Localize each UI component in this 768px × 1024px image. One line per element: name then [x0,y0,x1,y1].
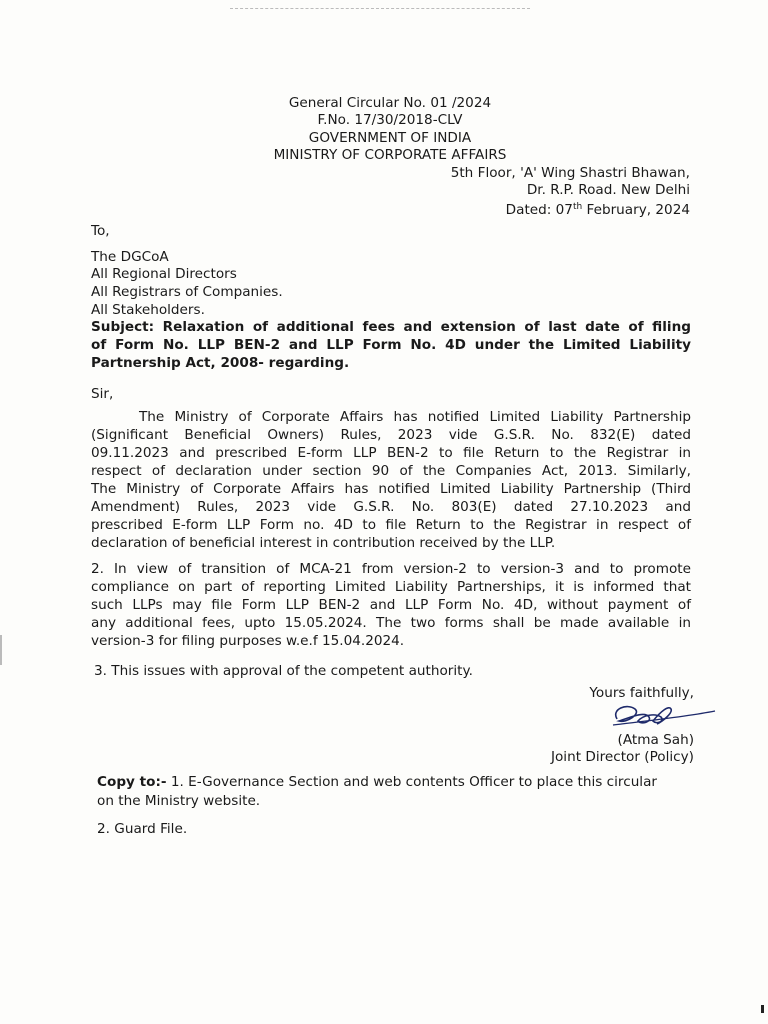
address-line-2: Dr. R.P. Road. New Delhi [526,182,690,198]
address-line-1: 5th Floor, 'A' Wing Shastri Bhawan, [450,165,690,181]
copy-to-item: 2. Guard File. [97,821,188,837]
signatory-name: (Atma Sah) [617,732,694,748]
para2-line: such LLPs may file Form LLP BEN-2 and LLP Form No. 4D, without payment of [91,597,691,613]
para2-line: version-3 for filing purposes w.e.f 15.04.2024. [91,633,405,649]
yours-faithfully: Yours faithfully, [589,685,694,701]
subject-line: Subject: Relaxation of additional fees and extension of last date of filing [91,319,691,335]
subject-line: of Form No. LLP BEN-2 and LLP Form No. 4D under the Limited Liability [91,337,691,353]
para3: 3. This issues with approval of the competent authority. [94,663,473,679]
subject-line: Partnership Act, 2008- regarding. [91,355,350,371]
scan-margin-mark [0,635,2,665]
para1-line: Amendment) Rules, 2023 vide G.S.R. No. 803(E) dated 27.10.2023 and [91,499,691,515]
copy-to-line: on the Ministry website. [97,793,261,809]
scan-corner-mark [761,1005,764,1013]
ministry-heading: MINISTRY OF CORPORATE AFFAIRS [273,147,507,163]
para1-line: declaration of beneficial interest in contribution received by the LLP. [91,535,556,551]
recipient-item: All Stakeholders. [91,302,205,318]
government-heading: GOVERNMENT OF INDIA [308,130,472,146]
para2-line: 2. In view of transition of MCA-21 from version-2 to version-3 and to promote [91,561,691,577]
copy-to-line: Copy to:- 1. E-Governance Section and web contents Officer to place this circular [97,774,657,790]
para1-line: (Significant Beneficial Owners) Rules, 2023 vide G.S.R. No. 832(E) dated [91,427,691,443]
signatory-designation: Joint Director (Policy) [550,749,694,765]
recipient-item: The DGCoA [91,249,169,265]
para2-line: any additional fees, upto 15.05.2024. The two forms shall be made available in [91,615,691,631]
para1-line: prescribed E-form LLP Form no. 4D to file Return to the Registrar in respect of [91,517,691,533]
para1-line: The Ministry of Corporate Affairs has notified Limited Liability Partnership [139,409,691,425]
recipient-item: All Regional Directors [91,266,237,282]
file-number: F.No. 17/30/2018-CLV [317,112,463,128]
scan-edge-line [230,8,530,9]
dated-line: Dated: 07th February, 2024 [505,202,690,218]
para1-line: respect of declaration under section 90 of the Companies Act, 2013. Similarly, [91,463,691,479]
para1-line: 09.11.2023 and prescribed E-form LLP BEN-2 to file Return to the Registrar in [91,445,691,461]
to-label: To, [91,223,110,239]
recipient-item: All Registrars of Companies. [91,284,283,300]
salutation: Sir, [91,386,114,402]
para2-line: compliance on part of reporting Limited Liability Partnerships, it is informed that [91,579,691,595]
signature-image [605,697,717,733]
para1-line: The Ministry of Corporate Affairs has notified Limited Liability Partnership (Third [91,481,691,497]
circular-number: General Circular No. 01 /2024 [288,95,492,111]
copy-to-label: Copy to:- [97,774,167,790]
